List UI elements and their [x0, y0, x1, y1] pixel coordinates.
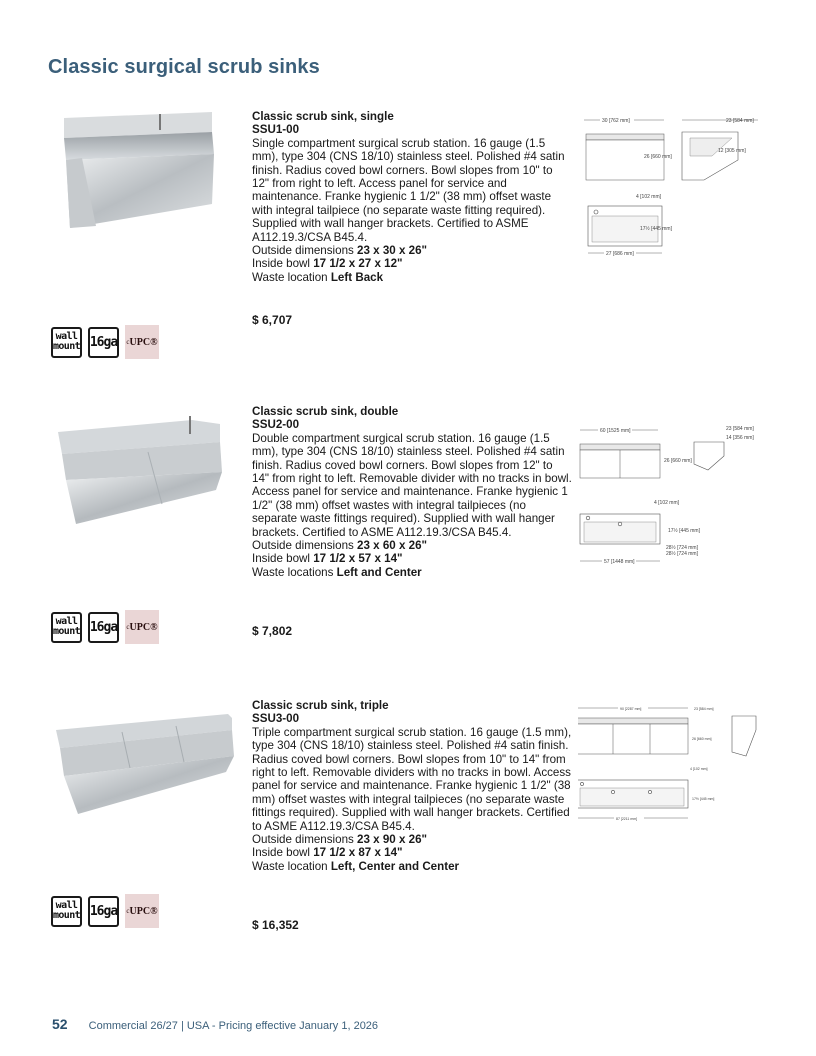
- product-name: Classic scrub sink, triple: [252, 699, 389, 712]
- product-sku: SSU2-00: [252, 418, 300, 432]
- sink-single-photo: [52, 108, 222, 236]
- upc-certification-icon: c UPC®: [125, 610, 159, 644]
- outside-dimensions: Outside dimensions 23 x 90 x 26": [252, 833, 428, 847]
- gauge-icon: 16ga: [88, 327, 119, 358]
- dim-inside-width: 57 [1448 mm]: [604, 559, 635, 565]
- waste-location: Waste locations Left and Center: [252, 565, 422, 579]
- product-info: [252, 110, 572, 284]
- gauge-icon: 16ga: [88, 896, 119, 927]
- dim-height: 26 [660 mm]: [664, 458, 692, 464]
- footer-text: Commercial 26/27 | USA - Pricing effective January 1, 2026: [88, 1020, 379, 1032]
- product-name: Classic scrub sink, double: [252, 405, 399, 418]
- wall-mount-icon: wall mount: [51, 896, 82, 927]
- dim-spacing-2: 28½ [724 mm]: [666, 551, 698, 557]
- product-description: Triple compartment surgical scrub station. 16 gauge (1.5 mm), type 304 (CNS 18/10) stainless steel. Polished #4 satin finish. Radius coved bowl corners. Bowl slopes from 10" to 14" from right to left. Removable dividers with no tracks in bowl. Access panel for service and maintenance. Franke hygienic 1 1/2" (38 mm) offset wastes with integral tailpieces (no separate waste fittings required). Supplied with wall hanger brackets. Certified to ASME A112.19.3/CSA B45.4.: [252, 725, 572, 833]
- badge-row: [51, 325, 159, 359]
- sink-triple-photo: [52, 706, 236, 820]
- waste-location: Waste location Left Back: [252, 270, 384, 284]
- upc-certification-icon: c UPC®: [125, 894, 159, 928]
- page-number: 52: [52, 1016, 68, 1032]
- sink-double-photo: [52, 412, 230, 528]
- product-sku: SSU3-00: [252, 712, 300, 726]
- inside-bowl: Inside bowl 17 1/2 x 87 x 14": [252, 846, 403, 860]
- product-description: Double compartment surgical scrub station. 16 gauge (1.5 mm), type 304 (CNS 18/10) stainless steel. Polished #4 satin finish. Radius coved bowl corners. Bowl slopes from 12" to 14" from right to left. Removable divider with no tracks in bowl. Access panel for service and maintenance. Franke hygienic 1 1/2" (38 mm) offset wastes with integral tailpieces (no separate waste fittings required). Supplied with wall hanger brackets. Certified to ASME A112.19.3/CSA B45.4.: [252, 431, 572, 539]
- dim-height: 26 [660 mm]: [644, 154, 672, 160]
- badge-row: [51, 610, 159, 644]
- product-price: $ 6,707: [252, 313, 293, 327]
- page-title: Classic surgical scrub sinks: [48, 56, 320, 78]
- dim-height: 26 [660 mm]: [692, 737, 712, 741]
- product-price: $ 16,352: [252, 918, 299, 932]
- upc-certification-icon: c UPC®: [125, 325, 159, 359]
- dim-spacing-1: 28½ [724 mm]: [666, 545, 698, 551]
- dim-bowl: 14 [356 mm]: [726, 435, 754, 441]
- product-price: $ 7,802: [252, 624, 293, 638]
- outside-dimensions: Outside dimensions 23 x 30 x 26": [252, 244, 428, 258]
- waste-location: Waste location Left, Center and Center: [252, 859, 460, 873]
- dim-bowl-depth: 17½ [445 mm]: [668, 528, 700, 534]
- outside-dimensions: Outside dimensions 23 x 60 x 26": [252, 539, 428, 553]
- dim-bowl-depth: 17½ [445 mm]: [640, 226, 672, 232]
- product-description: Single compartment surgical scrub station. 16 gauge (1.5 mm), type 304 (CNS 18/10) stainless steel. Polished #4 satin finish. Radius coved bowl corners. Bowl slopes from 10" to 12" from right to left. Access panel for service and maintenance. Franke hygienic 1 1/2" (38 mm) offset waste with integral tailpiece (no separate waste fitting required). Supplied with wall hanger brackets. Certified to ASME A112.19.3/CSA B45.4.: [252, 136, 565, 244]
- wall-mount-icon: wall mount: [51, 612, 82, 643]
- sink-triple-drawing: [578, 702, 762, 824]
- dim-depth: 23 [584 mm]: [726, 118, 754, 124]
- dim-bowl-depth: 17½ [445 mm]: [692, 797, 715, 801]
- wall-mount-icon: wall mount: [51, 327, 82, 358]
- dim-setback: 4 [102 mm]: [636, 194, 662, 200]
- dim-width: 30 [762 mm]: [602, 118, 630, 124]
- product-info: [252, 405, 572, 579]
- dim-width: 60 [1525 mm]: [600, 428, 631, 434]
- dim-inside-width: 87 [2211 mm]: [616, 817, 638, 821]
- page-footer: [52, 1016, 378, 1032]
- sink-single-drawing: [578, 112, 762, 262]
- sink-double-drawing: [578, 420, 762, 570]
- product-name: Classic scrub sink, single: [252, 110, 394, 123]
- badge-row: [51, 894, 159, 928]
- dim-depth: 23 [584 mm]: [694, 707, 714, 711]
- inside-bowl: Inside bowl 17 1/2 x 57 x 14": [252, 552, 403, 566]
- inside-bowl: Inside bowl 17 1/2 x 27 x 12": [252, 257, 403, 271]
- dim-width: 90 [2287 mm]: [620, 707, 642, 711]
- gauge-icon: 16ga: [88, 612, 119, 643]
- dim-setback: 4 [102 mm]: [654, 500, 680, 506]
- product-info: [252, 699, 572, 873]
- dim-depth: 23 [584 mm]: [726, 426, 754, 432]
- product-sku: SSU1-00: [252, 123, 300, 137]
- dim-bowl: 12 [305 mm]: [718, 148, 746, 154]
- dim-setback: 4 [102 mm]: [690, 767, 708, 771]
- dim-inside-width: 27 [686 mm]: [606, 251, 634, 257]
